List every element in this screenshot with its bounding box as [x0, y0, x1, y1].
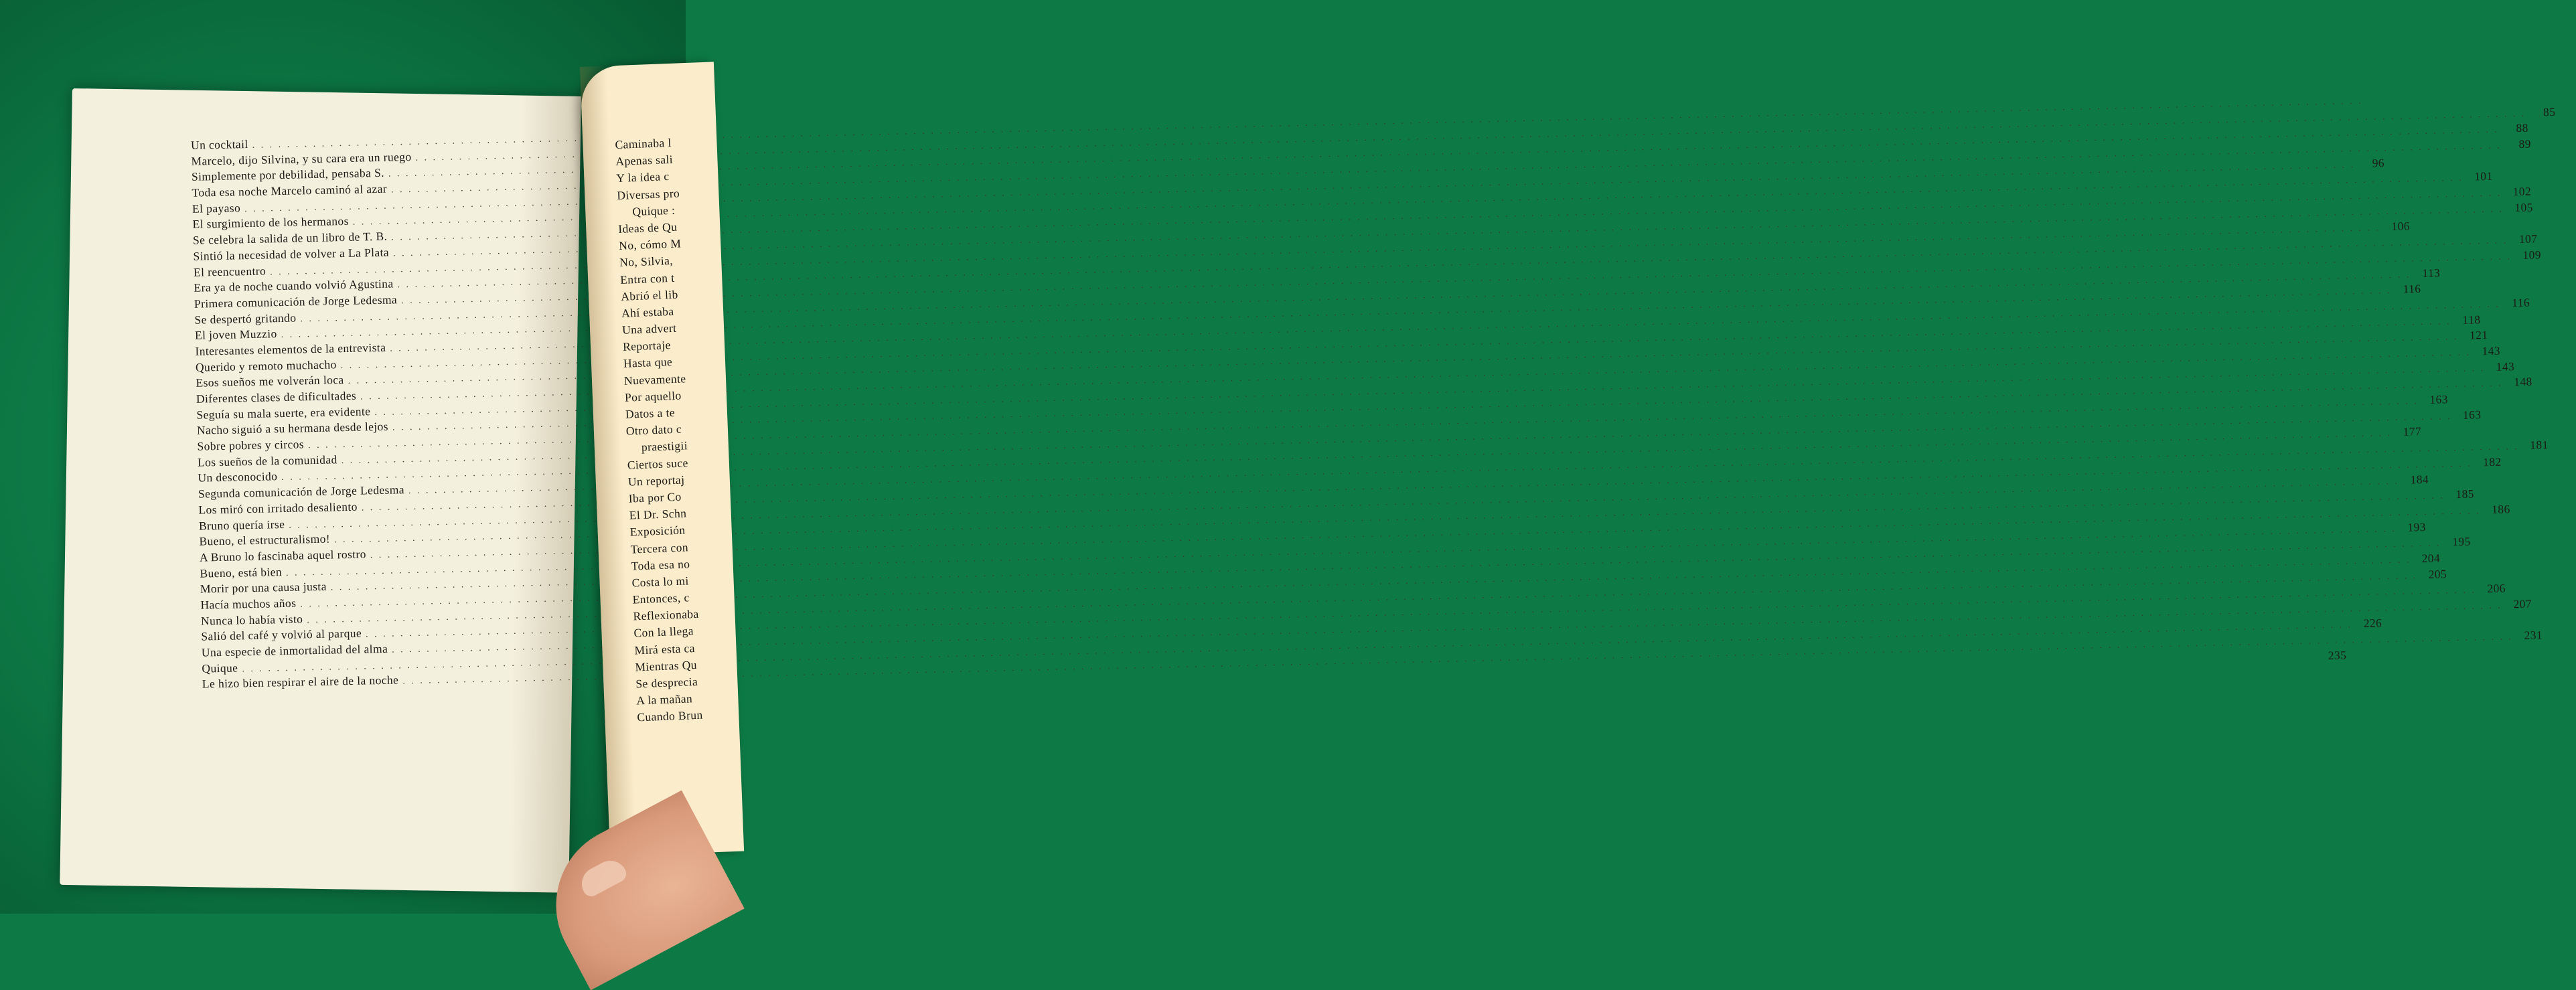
toc-page-number: 185	[2455, 487, 2474, 501]
right-page-line: Ciertos suce	[627, 455, 689, 472]
toc-entry-title: Quique	[202, 661, 238, 675]
toc-page-number: 205	[2428, 566, 2447, 581]
right-page-line: Apenas sali	[615, 152, 674, 169]
right-page-line: Iba por Co	[628, 489, 682, 505]
toc-page-number: 231	[2524, 628, 2543, 643]
toc-entry-title: El surgimiento de los hermanos	[192, 214, 350, 232]
toc-entry-title: El reencuentro	[193, 263, 267, 279]
toc-entry-title: Toda esa noche Marcelo caminó al azar	[192, 181, 388, 199]
right-page-line: No, Silvia,	[619, 254, 674, 270]
toc-page-number: 226	[2363, 616, 2382, 630]
toc-entry-title: Un cocktail	[190, 137, 248, 152]
toc-entry-title: Primera comunicación de Jorge Ledesma	[194, 293, 398, 311]
toc-page-number	[2367, 103, 2393, 104]
toc-entry-title: Una especie de inmortalidad del alma	[201, 641, 388, 659]
right-page-line: Un reportaj	[627, 473, 685, 489]
right-page-line: Entra con t	[619, 270, 675, 286]
right-page-line: Hasta que	[623, 355, 673, 371]
right-page-line: Otro dato c	[625, 422, 682, 438]
toc-page-number: 88	[2516, 121, 2528, 135]
toc-page-number: 107	[2518, 232, 2538, 246]
toc-page-number: 118	[2462, 312, 2481, 327]
toc-page-number: 116	[2403, 282, 2421, 296]
right-page-line: praestigii	[641, 438, 688, 455]
right-page-line: Por aquello	[624, 388, 682, 404]
thumb-nail	[576, 855, 629, 899]
toc-page-number: 85	[2543, 104, 2556, 118]
right-page-line: Se desprecia	[635, 674, 698, 691]
toc-page-number: 177	[2403, 424, 2422, 439]
toc-entry-title: Querido y remoto muchacho	[195, 357, 337, 374]
toc-entry-title: Marcelo, dijo Silvina, y su cara era un ruego	[191, 149, 412, 168]
toc-entry-title: Bruno quería irse	[198, 517, 285, 533]
right-page-line: Mientras Qu	[635, 657, 698, 674]
toc-page-number: 143	[2496, 359, 2515, 374]
toc-page-number: 207	[2513, 596, 2532, 611]
toc-entry-title: Nunca lo había visto	[200, 612, 303, 628]
toc-entry-title: Segunda comunicación de Jorge Ledesma	[198, 483, 405, 501]
toc-entry-title: Bueno, el estructuralismo!	[199, 531, 331, 548]
toc-entry-title: Esos sueños me volverán loca	[196, 373, 344, 390]
right-page-line: Con la llega	[633, 624, 694, 640]
toc-page-number: 96	[2372, 155, 2385, 170]
toc-entry-title: Interesantes elementos de la entrevista	[195, 340, 386, 358]
toc-page-number: 186	[2491, 502, 2510, 516]
right-page-line: Y la idea c	[616, 169, 670, 185]
toc-page-number: 106	[2391, 218, 2411, 233]
toc-page-number: 102	[2512, 184, 2532, 199]
toc-entry-title: Morir por una causa justa	[200, 579, 327, 596]
toc-entry-title: Un desconocido	[198, 469, 278, 485]
toc-entry-title: Simplemente por debilidad, pensaba S.	[191, 166, 385, 184]
right-page-line: Ideas de Qu	[617, 220, 678, 236]
toc-entry-title: Se celebra la salida de un libro de T. B.	[192, 229, 388, 247]
right-page-line: Entonces, c	[632, 590, 690, 606]
toc-entry-title: Bueno, está bien	[200, 564, 283, 580]
right-page-line: Abrió el lib	[620, 287, 679, 303]
right-page-line: Reportaje	[622, 338, 672, 354]
toc-entry-title: Le hizo bien respirar el aire de la noche	[202, 673, 399, 691]
right-page-line: Mirá esta ca	[634, 641, 696, 657]
right-page-line: Reflexionaba	[633, 607, 699, 623]
right-page-line: Toda esa no	[631, 556, 690, 573]
toc-page-number: 89	[2518, 137, 2531, 151]
toc-page-number: 195	[2451, 534, 2471, 549]
right-page-line: Nuevamente	[623, 371, 686, 388]
toc-entry-title: Los miró con irritado desaliento	[198, 499, 358, 517]
toc-page-number: 163	[2462, 407, 2482, 422]
toc-page-number: 206	[2487, 581, 2506, 596]
right-page-line: Una advert	[621, 321, 677, 337]
right-page-line: El Dr. Schn	[629, 506, 687, 522]
toc-page-number: 163	[2429, 392, 2449, 406]
toc-page-number: 105	[2514, 200, 2533, 214]
toc-page-number: 182	[2482, 455, 2502, 469]
toc-page-number: 116	[2512, 295, 2530, 310]
toc-page-number: 109	[2522, 248, 2542, 262]
toc-entry-title: Sintió la necesidad de volver a La Plata	[193, 245, 390, 263]
right-page-line: Exposición	[629, 523, 686, 539]
toc-entry-title: A Bruno lo fascinaba aquel rostro	[199, 547, 367, 564]
right-page-line: A la mañan	[636, 691, 693, 708]
toc-page-number: 235	[2328, 648, 2347, 663]
toc-entry-title: Sobre pobres y circos	[197, 437, 305, 453]
toc-entry-title: El payaso	[192, 201, 241, 216]
toc-page-number: 143	[2482, 343, 2501, 358]
toc-page-number: 184	[2410, 472, 2429, 486]
toc-page-number: 113	[2422, 266, 2441, 280]
toc-entry-title: Los sueños de la comunidad	[197, 452, 337, 469]
right-page-contents	[615, 135, 703, 728]
toc-page-number: 148	[2514, 375, 2532, 389]
right-page-line: Cuando Brun	[636, 708, 703, 724]
right-page-line: No, cómo M	[618, 236, 682, 253]
right-page-line: Caminaba l	[615, 135, 672, 152]
toc-entry-title: El joven Muzzio	[194, 327, 277, 342]
toc-page-number: 193	[2407, 519, 2426, 534]
toc-page-number: 101	[2474, 169, 2493, 183]
right-page-line: Datos a te	[625, 405, 676, 421]
right-page-line: Ahí estaba	[621, 304, 674, 320]
toc-entry-title: Seguía su mala suerte, era evidente	[196, 404, 371, 422]
toc-entry-title: Hacía muchos años	[200, 596, 297, 612]
toc-page-number: 121	[2469, 328, 2488, 342]
right-page-line: Tercera con	[630, 540, 689, 556]
right-page-line: Diversas pro	[617, 185, 680, 202]
toc-page-number: 181	[2530, 438, 2549, 452]
toc-entry-title: Nacho siguió a su hermana desde lejos	[196, 420, 389, 438]
toc-entry-title: Se despertó gritando	[194, 311, 297, 327]
toc-page-number: 204	[2421, 551, 2441, 566]
toc-entry-title: Salió del café y volvió al parque	[201, 626, 362, 643]
toc-entry-title: Diferentes clases de dificultades	[196, 388, 357, 406]
right-page-line: Costa lo mi	[631, 574, 690, 590]
toc-entry-title: Era ya de noche cuando volvió Agustina	[194, 276, 394, 295]
right-page-line: Quique :	[631, 203, 676, 218]
